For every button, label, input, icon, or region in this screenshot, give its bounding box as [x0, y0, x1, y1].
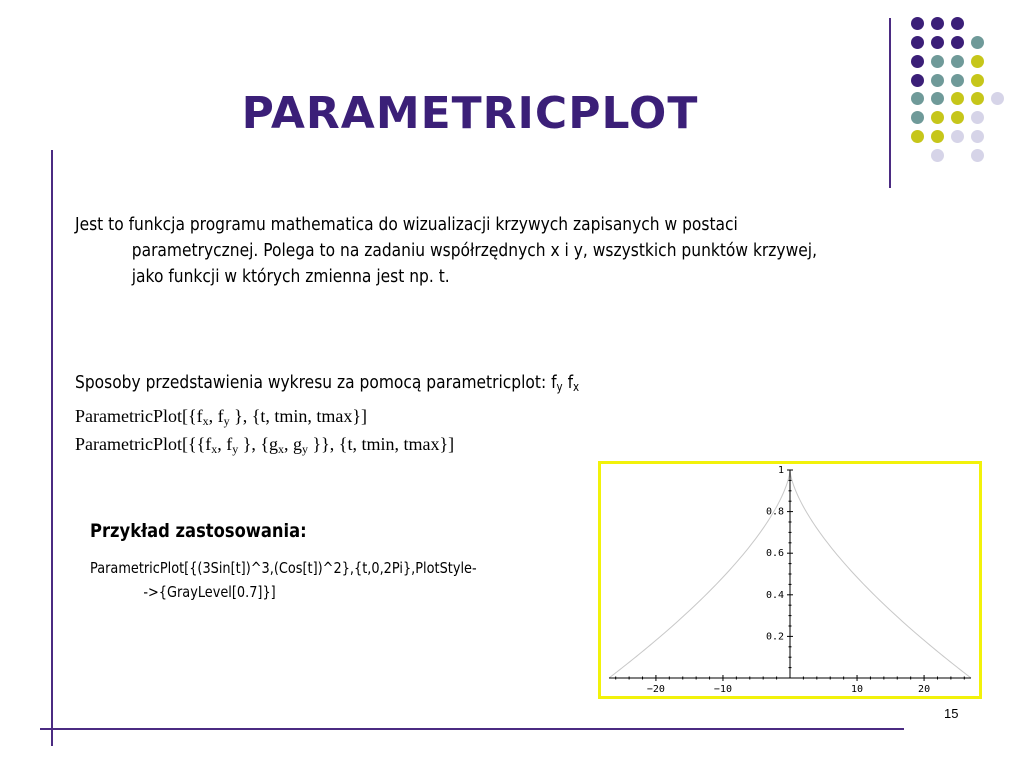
decor-dot	[951, 74, 964, 87]
methods-text: Sposoby przedstawienia wykresu za pomocą parametricplot: f	[75, 372, 557, 393]
decor-dot	[971, 111, 984, 124]
subscript-y: y	[556, 380, 563, 394]
decor-dot	[971, 92, 984, 105]
x-tick-label: 10	[851, 684, 864, 695]
methods-mid: f	[562, 372, 574, 393]
x-tick-label: −20	[646, 684, 665, 695]
decor-dot	[911, 74, 924, 87]
syntax-part: }, {t, tmin, tmax}]	[229, 406, 368, 426]
representation-methods-heading	[75, 370, 579, 396]
description-paragraph	[75, 212, 817, 290]
decor-dot	[931, 17, 944, 30]
decor-dot	[951, 111, 964, 124]
y-tick-label: 0.2	[765, 631, 784, 643]
example-code	[90, 556, 477, 604]
x-tick-label: 20	[918, 684, 931, 695]
x-tick-label: −10	[713, 684, 732, 695]
example-heading: Przykład zastosowania:	[90, 520, 307, 542]
decor-dot	[931, 130, 944, 143]
decor-dot	[971, 74, 984, 87]
left-vertical-rule	[51, 150, 53, 746]
syntax-part: ParametricPlot[{f	[75, 406, 203, 426]
syntax-subscript: x	[278, 442, 285, 456]
decor-dot	[931, 36, 944, 49]
decor-dot	[931, 92, 944, 105]
y-tick-label: 1	[777, 465, 784, 476]
decor-dot	[911, 17, 924, 30]
decor-dot	[931, 111, 944, 124]
syntax-part: , g	[284, 434, 303, 454]
decor-dot	[951, 17, 964, 30]
y-tick-label: 0.6	[765, 548, 784, 560]
syntax-example-1	[75, 404, 367, 428]
example-code-line-2: ->{GrayLevel[0.7]}]	[143, 583, 276, 601]
decor-dot	[951, 36, 964, 49]
plot-frame	[598, 461, 982, 699]
syntax-subscript: y	[232, 442, 239, 456]
y-tick-label: 0.8	[765, 506, 784, 518]
subscript-x: x	[573, 380, 580, 394]
description-line-2: parametrycznej. Polega to na zadaniu współrzędnych x i y, wszystkich punktów krzywej,	[131, 240, 817, 261]
syntax-subscript: x	[211, 442, 218, 456]
slide-title: PARAMETRICPLOT	[241, 88, 699, 139]
y-tick-label: 0.4	[765, 589, 784, 601]
decor-dot	[951, 92, 964, 105]
decor-dot	[971, 149, 984, 162]
description-line-3: jako funkcji w których zmienna jest np. t.	[131, 266, 450, 287]
decor-dot	[931, 149, 944, 162]
decor-dot	[951, 55, 964, 68]
syntax-subscript: y	[302, 442, 309, 456]
page-number: 15	[944, 706, 959, 721]
syntax-part: }, {g	[238, 434, 279, 454]
decor-dot	[911, 36, 924, 49]
syntax-example-2	[75, 432, 454, 456]
decor-dot	[951, 130, 964, 143]
syntax-part: }}, {t, tmin, tmax}]	[308, 434, 455, 454]
decor-dot	[911, 55, 924, 68]
decor-dot	[971, 55, 984, 68]
bottom-horizontal-rule	[40, 728, 904, 730]
syntax-part: ParametricPlot[{{f	[75, 434, 212, 454]
syntax-subscript: y	[223, 414, 230, 428]
syntax-part: , f	[208, 406, 224, 426]
decor-dot	[991, 92, 1004, 105]
decor-dot	[971, 130, 984, 143]
decor-dot	[911, 92, 924, 105]
decor-dot	[931, 74, 944, 87]
syntax-subscript: x	[202, 414, 209, 428]
decor-dot	[931, 55, 944, 68]
decor-dot	[911, 111, 924, 124]
decor-dot	[911, 130, 924, 143]
example-code-line-1: ParametricPlot[{(3Sin[t])^3,(Cos[t])^2},{t,0,2Pi},PlotStyle-	[90, 559, 477, 577]
description-line-1: Jest to funkcja programu mathematica do wizualizacji krzywych zapisanych w postaci	[75, 214, 738, 235]
parametric-plot	[601, 464, 979, 696]
decor-dot	[971, 36, 984, 49]
top-right-vertical-rule	[889, 18, 891, 188]
syntax-part: , f	[217, 434, 233, 454]
